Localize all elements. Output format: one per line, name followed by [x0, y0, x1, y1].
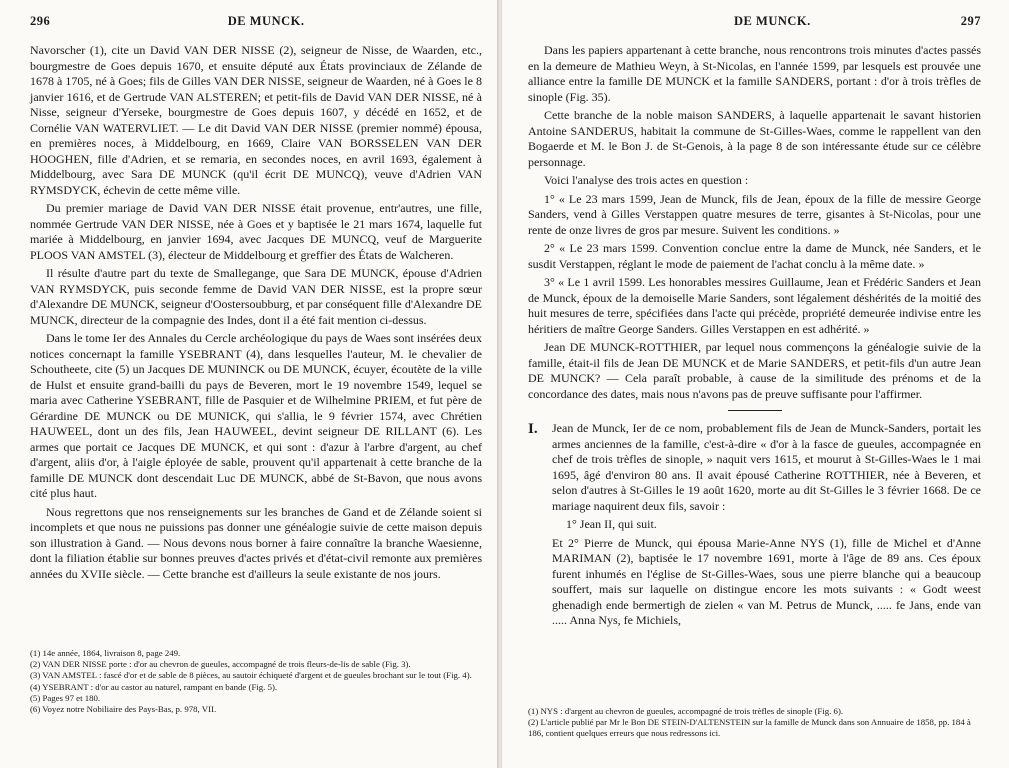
footnote: (3) VAN AMSTEL : fascé d'or et de sable de 8 pièces, au sautoir échiqueté d'argent et de gueules brochant sur le tout (Fig. 4).: [30, 670, 472, 681]
page-number: 297: [960, 14, 981, 28]
paragraph: 1° « Le 23 mars 1599, Jean de Munck, fils de Jean, époux de la fille de messire George Sanders, vend à Gilles Verstappen quatre mesures de terre, gisantes à St-Nicolas, pour une rente de onze livres de gros par mesure. Suivent les conditions. »: [528, 191, 981, 237]
footnote: (2) VAN DER NISSE porte : d'or au chevron de gueules, accompagné de trois fleurs-de-lis de sable (Fig. 3).: [30, 659, 411, 670]
page-header: [528, 14, 981, 29]
right-page: [502, 0, 1009, 768]
paragraph: 2° « Le 23 mars 1599. Convention conclue entre la dame de Munck, née Sanders, et le susdit Verstappen, réglant le mode de paiement de l'achat conclu à la même date. »: [528, 241, 981, 271]
footnote: (1) 14e année, 1864, livraison 8, page 249.: [30, 648, 181, 658]
paragraph: Dans le tome Ier des Annales du Cercle archéologique du pays de Waes sont insérées deux notices concernapt la famille YSEBRANT (4), dans lesquelles l'auteur, M. le chevalier de Schoutheete, cite (5) un Jacques DE MUNINCK ou DE MUNCK, écuyer, écoutète de la ville de Hulst et ensuite grand-bailli du pays de Beveren, mort le 19 novembre 1549, lequel se maria avec Catherine YSEBRANT, fille de Pasquier et de Wilhelmine PRIEM, et fut père de Gérardine DE MUNCK ou DE MUNICK, qui s'allia, le 9 février 1574, avec Chrétien HAUWEEL, dont un des fils, Jean HAUWEEL, devint seigneur DE RILLANT (6). Les armes que portait ce Jacques DE MUNCK, et qui sont : d'azur à l'arbre d'argent, au chef d'argent, aliis d'or, à l'aigle éployée de sable, prouvent qu'il appartenait à cette branche de la famille DE MUNCK dont descendait Luc DE MUNCK, abbé de St-Bavon, que nous avons cité plus haut.: [30, 331, 482, 500]
generation-text: [552, 421, 981, 629]
page-body: [30, 43, 482, 582]
footnotes: [30, 648, 482, 715]
footnote: (1) NYS : d'argent au chevron de gueules, accompagné de trois trèfles de sinople (Fig. 6).: [528, 706, 844, 716]
page-header: [30, 14, 482, 29]
paragraph: Et 2° Pierre de Munck, qui épousa Marie-Anne NYS (1), fille de Michel et d'Anne MARIMAN (2), baptisée le 17 novembre 1691, morte à l'âge de 89 ans. Ces époux furent inhumés en l'église de St-Gilles-Waes, sous une pierre blanche qui a beaucoup souffert, mais sur laquelle on distingue encore les mots suivants : « Godt weest ghenadigh ende bermertigh de zielen « van M. Petrus de Munck, ..... fe Jans, ende van ..... Anna Nys, fe Michiels,: [552, 535, 981, 627]
paragraph: 3° « Le 1 avril 1599. Les honorables messires Guillaume, Jean et Frédéric Sanders et Jean de Munck, époux de la demoiselle Marie Sanders, sont légalement déshérités de la moitié des huit mesures de terre, spécifiées dans l'acte qui précède, propriété demeurée indivise entre les héritiers de maître George Sanders. Gilles Verstappen en est adhérité. »: [528, 275, 981, 336]
paragraph: Jean de Munck, Ier de ce nom, probablement fils de Jean de Munck-Sanders, portait les armes anciennes de la famille, c'est-à-dire « d'or à la fasce de gueules, accompagnée en chef de trois trèfles de sinople, » naquit vers 1615, et mourut à St-Gilles-Waes le 1 mai 1695, âgé d'environ 80 ans. Il avait épousé Catherine ROTTHIER, née à Beveren, et selon d'autres à St-Gilles le 19 août 1620, morte au dit St-Gilles le 3 février 1668. De ce mariage naquirent deux fils, savoir :: [552, 421, 981, 513]
left-page: [0, 0, 498, 768]
footnote: (6) Voyez notre Nobiliaire des Pays-Bas, p. 978, VII.: [30, 704, 217, 715]
generation-entry: [528, 421, 981, 629]
running-head: DE MUNCK.: [227, 14, 305, 28]
footnote: (4) YSEBRANT : d'or au castor au naturel, rampant en bande (Fig. 5).: [30, 681, 278, 692]
page-body: [528, 43, 981, 629]
footnote: (2) L'article publié par Mr le Bon DE STEIN-D'ALTENSTEIN sur la famille de Munck dans son Annuaire de 1858, pp. 184 à 186, contient quelques erreurs que nous redressons ici.: [528, 717, 971, 739]
paragraph: Du premier mariage de David VAN DER NISSE était provenue, entr'autres, une fille, nommée Gertrude VAN DER NISSE, née à Goes et y baptisée le 21 mars 1674, laquelle fut mariée à Middelbourg, en janvier 1694, avec Jacques DE MUNCQ, veuf de Marguerite PLOOS VAN AMSTEL (3), électeur de Middelbourg et greffier des États de Walcheren.: [30, 201, 482, 262]
paragraph: Nous regrettons que nos renseignements sur les branches de Gand et de Zélande soient si incomplets et que nous ne puissions pas donner une généalogie suivie de cette maison depuis son illustration à Gand. — Nous devons nous borner à faire connaître la branche Waesienne, dont la filiation établie sur bonnes preuves d'actes privés et d'état-civil remonte aux premières années du XVIIe siècle. — Cette branche est d'ailleurs la seule existante de nos jours.: [30, 504, 482, 581]
page-number: 296: [30, 14, 51, 28]
paragraph: Voici l'analyse des trois actes en question :: [544, 173, 749, 187]
paragraph: Cette branche de la noble maison SANDERS, à laquelle appartenait le savant historien Antoine SANDERUS, habitait la commune de St-Gilles-Waes, comme le rappellent van den Bogaerde et M. le Bon J. de St-Genois, à la page 8 de son intéressante étude sur ce célèbre personnage.: [528, 108, 981, 169]
footnotes: [528, 706, 981, 740]
paragraph: Jean DE MUNCK-ROTTHIER, par lequel nous commençons la généalogie suivie de la famille, était-il fils de Jean DE MUNCK et de Marie SANDERS, et petit-fils d'un autre Jean DE MUNCK? — Cela paraît probable, à cause de la similitude des prénoms et de la concordance des dates, mais nous n'avons pas de preuve suffisante pour l'affirmer.: [528, 340, 981, 401]
paragraph: Il résulte d'autre part du texte de Smallegange, que Sara DE MUNCK, épouse d'Adrien VAN RYMSDYCK, puis seconde femme de David VAN DER NISSE, est la propre sœur d'Alexandre DE MUNCK, seigneur d'Oostersoubburg, et par conséquent fille d'Alexandre DE MUNCK, directeur de la compagnie des Indes, dont il a été fait mention ci-dessus.: [30, 266, 482, 327]
generation-numeral: I.: [528, 421, 538, 437]
section-divider: [728, 410, 782, 411]
paragraph: Navorscher (1), cite un David VAN DER NISSE (2), seigneur de Nisse, de Waarden, etc., bourgmestre de Goes depuis 1670, et ensuite député aux États provinciaux de Zélande de 1678 à 1705, né à Goes; fils de Gilles VAN DER NISSE, seigneur de Waarden, né à Goes le 8 janvier 1616, et de Gertrude VAN ALSTEREN; et petit-fils de David VAN DER NISSE, né à Nisse, seigneur d'Yerseke, bourgmestre de Goes depuis 1607, y décédé en 1652, et de Cornélie VAN WATERVLIET. — Le dit David VAN DER NISSE (premier nommé) épousa, en premières noces, à Middelbourg, en 1669, Claire VAN BORSSELEN VAN DER HOOGHEN, fille d'Adrien, et se remaria, en secondes noces, en avril 1693, également à Middelbourg, avec Sara DE MUNCK (qu'il écrit DE MUNCQ), veuve d'Adrien VAN RYMSDYCK, échevin de cette même ville.: [30, 43, 482, 197]
paragraph: Dans les papiers appartenant à cette branche, nous rencontrons trois minutes d'actes passés en la demeure de Mathieu Weyn, à St-Nicolas, en l'année 1599, par lesquels est prouvée une alliance entre la famille DE MUNCK et la famille SANDERS, portant : d'or à trois trèfles de sinople (Fig. 35).: [528, 43, 981, 104]
paragraph: 1° Jean II, qui suit.: [566, 517, 657, 531]
footnote: (5) Pages 97 et 180.: [30, 692, 101, 703]
running-head: DE MUNCK.: [734, 14, 811, 28]
